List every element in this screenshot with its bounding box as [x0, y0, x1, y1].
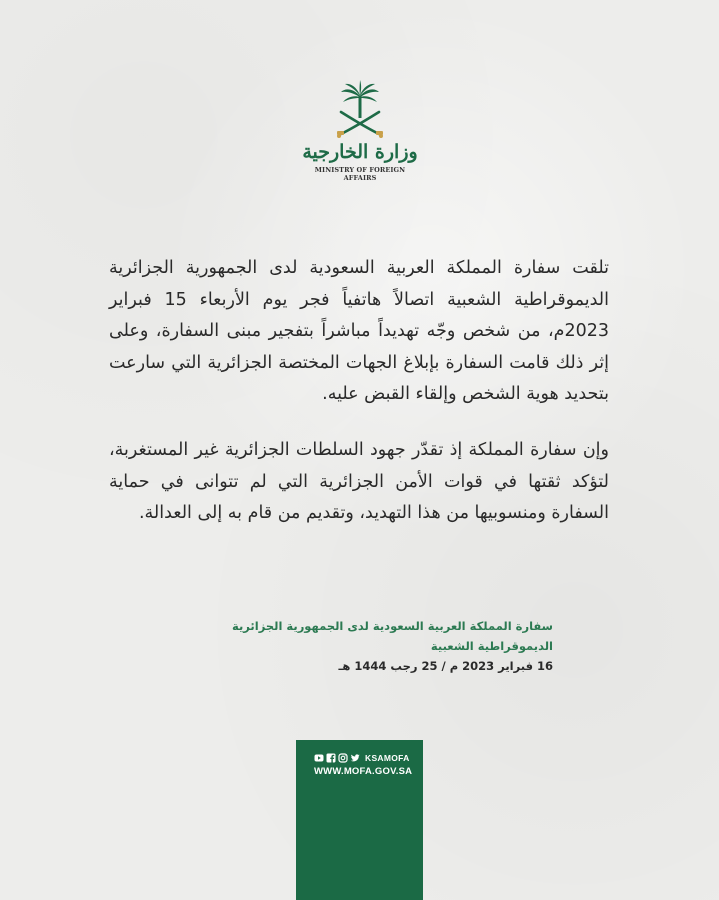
signature-date: 16 فبراير 2023 م / 25 رجب 1444 هـ	[338, 659, 553, 673]
ministry-logo	[300, 78, 420, 182]
website-link[interactable]: WWW.MOFA.GOV.SA	[314, 766, 413, 777]
twitter-icon[interactable]	[350, 753, 360, 763]
logo-english-text: MINISTRY OF FOREIGN AFFAIRS	[314, 166, 406, 182]
footer-panel	[296, 740, 423, 900]
statement-paragraph-2: وإن سفارة المملكة إذ تقدّر جهود السلطات الجزائرية غير المستغربة، لتؤكد ثقتها في قوات الأمن الجزائرية التي لم تتوانى في حماية السفارة ومنسوبيها من هذا التهديد، وتقديم من قام به إلى العدالة.	[109, 440, 609, 523]
social-handle[interactable]: KSAMOFA	[365, 752, 410, 763]
saudi-emblem-icon	[329, 78, 391, 140]
statement-paragraph-1: تلقت سفارة المملكة العربية السعودية لدى الجمهورية الجزائرية الديموقراطية الشعبية اتصالاً هاتفياً فجر يوم الأربعاء 15 فبراير 2023م، من شخص وجّه تهديداً مباشراً بتفجير مبنى السفارة، وعلى إثر ذلك قامت السفارة بإبلاغ الجهات المختصة الجزائرية التي سارعت بتحديد هوية الشخص وإلقاء القبض عليه.	[109, 258, 609, 404]
logo-arabic-text: وزارة الخارجية	[302, 141, 418, 163]
social-row	[314, 752, 410, 763]
youtube-icon[interactable]	[314, 753, 324, 763]
facebook-icon[interactable]	[326, 753, 336, 763]
signature-block	[153, 616, 553, 676]
signature-issuer: سفارة المملكة العربية السعودية لدى الجمهورية الجزائرية الديموقراطية الشعبية	[231, 619, 553, 653]
instagram-icon[interactable]	[338, 753, 348, 763]
